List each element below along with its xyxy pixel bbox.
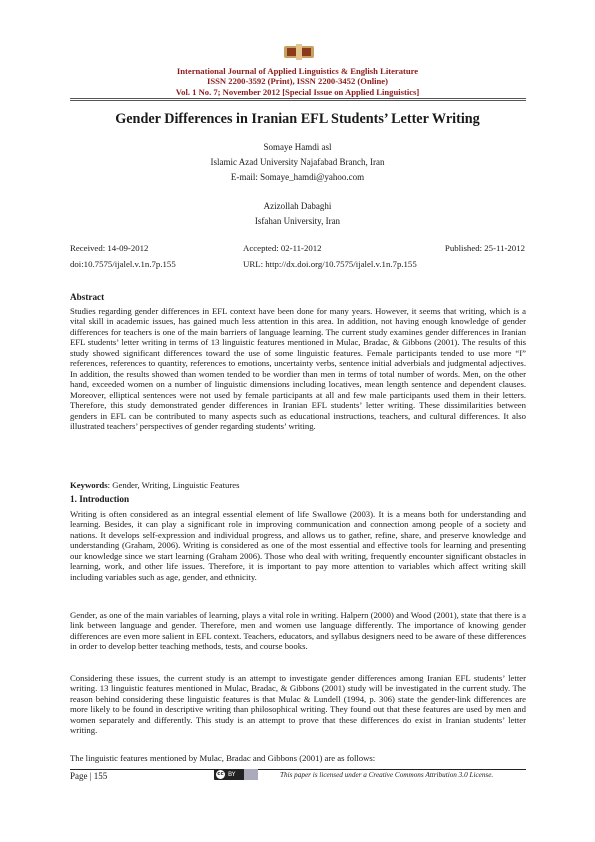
intro-paragraph-1: Writing is often considered as an integral essential element of life Swallowe (2003). It is a means both for understanding and learning. Besides, it can play a significant role in improving communication and connection among people of a society and nations. It develops self-expression and individual progress, and allows us to gather, refine, share, and preserve knowledge and understanding (Graham, 2006). Writing is considered as one of the most essential and effective tools for learning and presenting our knowledge since we start learning (Graham 2006). Those who deal with writing, frequently encounter significant obstacles in learning, work, and other life issues. Therefore, it is important to pay more attention to variables which affect writing skill including variables such as age, gender, and ethnicity. bbox=[70, 509, 526, 582]
intro-paragraph-2: Gender, as one of the main variables of learning, plays a vital role in writing. Halpern (2000) and Wood (2001), state that there is a link between language and gender. Therefore, men and women use language differently. The importance of knowing gender differences are even more salient in EFL context. Teachers, educators, and syllabus designers need to be aware of these differences in order to develop better teaching methods, tests, and course books. bbox=[70, 610, 526, 652]
author-1-name: Somaye Hamdi asl bbox=[263, 142, 332, 152]
page-number: Page | 155 bbox=[70, 771, 108, 781]
header-rule-2 bbox=[70, 100, 526, 101]
license-text: This paper is licensed under a Creative Commons Attribution 3.0 License. bbox=[280, 771, 494, 779]
url[interactable]: URL: http://dx.doi.org/10.7575/ijalel.v.1n.7p.155 bbox=[243, 259, 417, 269]
keywords-label: Keywords bbox=[70, 480, 108, 490]
accepted-date: Accepted: 02-11-2012 bbox=[243, 243, 322, 253]
journal-issue: Vol. 1 No. 7; November 2012 [Special Issue on Applied Linguistics] bbox=[175, 87, 420, 97]
author-2-affiliation: Isfahan University, Iran bbox=[254, 216, 341, 226]
published-date: Published: 25-11-2012 bbox=[444, 243, 525, 253]
section-heading-introduction: 1. Introduction bbox=[70, 494, 130, 504]
author-1-affiliation: Islamic Azad University Najafabad Branch, Iran bbox=[210, 157, 385, 167]
footer-rule bbox=[70, 769, 526, 770]
abstract-heading: Abstract bbox=[70, 292, 105, 302]
keywords-value: : Gender, Writing, Linguistic Features bbox=[107, 480, 240, 490]
journal-logo bbox=[284, 44, 314, 60]
author-1-email[interactable]: E-mail: Somaye_hamdi@yahoo.com bbox=[230, 172, 365, 182]
cc-badge-end bbox=[244, 769, 258, 780]
journal-name: International Journal of Applied Linguistics & English Literature bbox=[176, 66, 419, 76]
cc-badge-label: BY bbox=[228, 771, 236, 778]
abstract-text: Studies regarding gender differences in EFL context have been done for many years. However, it seems that writing, which is a vital skill in academic issues, has gained much less attention in this area. In addition, not having enough knowledge of gender differences for teachers is one of the main barriers of language learning. The current study examines gender differences in Iranian EFL students’ letter writing in terms of 13 linguistic features mentioned in Mulac, Bradac, & Gibbons (2001). The results of this study showed significant differences toward the use of some linguistic features. Female participants tended to use more “I” references, references to quantity, references to emotions, uncertainty verbs, sentence initial adverbials and judgmental adjectives. In addition, the results showed than women tended to be wordier than men in terms of total number of words. Men, on the other hand, exceeded women on a number of linguistic dimensions including locatives, mean length sentence and dependent clauses. Moreover, elliptical sentences were not used by female participants at all and few male participants used them in their letters. Therefore, this study demonstrated gender differences in Iranian EFL students’ letter writing. These dissimilarities between genders in EFL can be contributed to many aspects such as educational instructions, teachers, and cultural differences. It also illustrated teachers’ perspectives of gender regarding students’ writing. bbox=[70, 306, 526, 431]
intro-paragraph-4: The linguistic features mentioned by Mulac, Bradac and Gibbons (2001) are as follows: bbox=[70, 753, 376, 763]
journal-issn: ISSN 2200-3592 (Print), ISSN 2200-3452 (Online) bbox=[207, 76, 388, 86]
keywords-line bbox=[70, 480, 526, 490]
header-rule bbox=[70, 98, 526, 99]
received-date: Received: 14-09-2012 bbox=[70, 243, 149, 253]
doi[interactable]: doi:10.7575/ijalel.v.1n.7p.155 bbox=[70, 259, 176, 269]
paper-title: Gender Differences in Iranian EFL Students’ Letter Writing bbox=[115, 111, 480, 127]
intro-paragraph-3: Considering these issues, the current study is an attempt to investigate gender differences among Iranian EFL students’ letter writing. 13 linguistic features mentioned in Mulac, Bradac, & Gibbons (2001) study will be investigated in the current study. The reason behind considering these linguistic features is that Mulac & Lundell (1994, p. 306) state the gender-link differences are more likely to be found in descriptive writing than philosophical writing. They found out that these features are used by men and women separately and differently. This study is an attempt to prove that these differences do exist in Iranian students’ letter writing. bbox=[70, 673, 526, 736]
creative-commons-badge[interactable] bbox=[214, 769, 258, 780]
author-2-name: Azizollah Dabaghi bbox=[263, 201, 332, 211]
cc-icon: cc bbox=[217, 771, 224, 777]
